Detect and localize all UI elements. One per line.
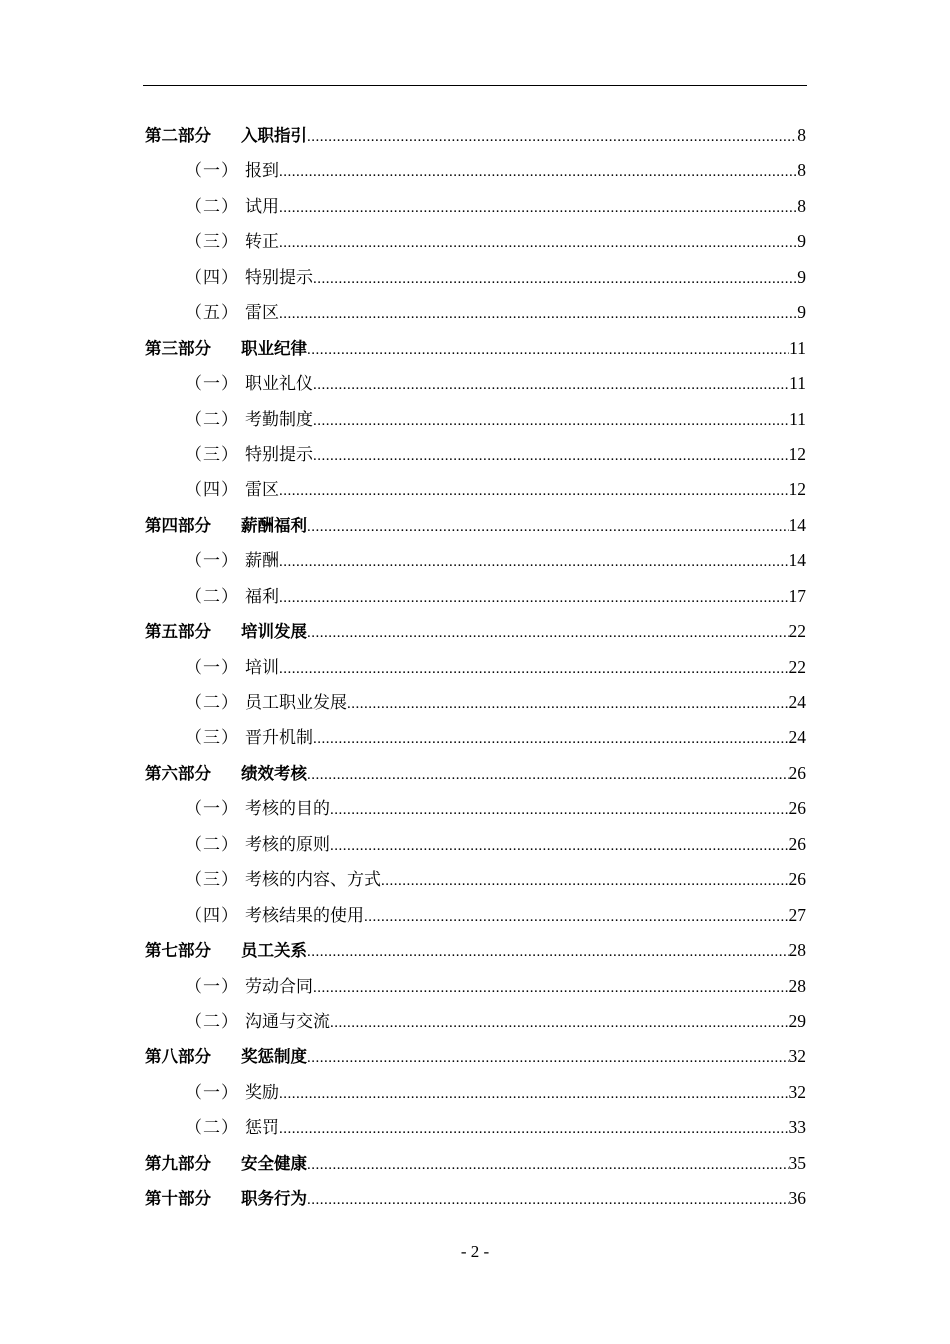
toc-entry-number: （三） [185, 728, 239, 749]
toc-entry-number: 第八部分 [145, 1047, 211, 1067]
toc-section-entry[interactable] [145, 720, 806, 755]
toc-entry-title: 薪酬 [245, 551, 279, 572]
toc-entry-page: 28 [788, 940, 806, 961]
toc-entry-number: 第四部分 [145, 515, 211, 535]
toc-entry-number: （三） [185, 232, 239, 253]
toc-entry-page: 32 [788, 1081, 806, 1102]
toc-entry-title: 职业礼仪 [245, 374, 313, 395]
toc-dot-leader [307, 1041, 789, 1076]
toc-entry-page: 33 [788, 1117, 806, 1138]
toc-dot-leader [279, 1077, 789, 1112]
toc-entry-page: 14 [788, 550, 806, 571]
toc-entry-title: 职业纪律 [241, 338, 307, 358]
toc-entry-page: 11 [789, 337, 806, 358]
toc-entry-page: 17 [788, 585, 806, 606]
toc-section-entry[interactable] [145, 295, 806, 330]
toc-entry-title: 奖惩制度 [241, 1047, 307, 1067]
toc-entry-number: （二） [185, 409, 239, 430]
toc-section-entry[interactable] [145, 650, 806, 685]
toc-entry-page: 26 [788, 833, 806, 854]
toc-entry-number: 第五部分 [145, 622, 211, 642]
toc-entry-number: （一） [185, 374, 239, 395]
toc-section-entry[interactable] [145, 153, 806, 188]
toc-dot-leader [313, 404, 789, 439]
toc-entry-title: 考核的内容、方式 [245, 870, 381, 891]
toc-section-entry[interactable] [145, 827, 806, 862]
table-of-contents [145, 118, 806, 1217]
toc-entry-page: 32 [788, 1046, 806, 1067]
toc-entry-title: 特别提示 [245, 444, 313, 465]
toc-entry-title: 薪酬福利 [241, 515, 307, 535]
toc-section-entry[interactable] [145, 189, 806, 224]
toc-part-entry[interactable] [145, 1039, 806, 1074]
toc-dot-leader [307, 333, 789, 368]
toc-entry-title: 培训发展 [241, 622, 307, 642]
toc-entry-number: 第三部分 [145, 338, 211, 358]
toc-entry-number: （二） [185, 1118, 239, 1139]
toc-dot-leader [307, 758, 789, 793]
toc-section-entry[interactable] [145, 402, 806, 437]
toc-entry-number: （二） [185, 586, 239, 607]
toc-dot-leader [307, 120, 797, 155]
toc-dot-leader [330, 829, 789, 864]
toc-section-entry[interactable] [145, 472, 806, 507]
toc-dot-leader [279, 297, 797, 332]
toc-entry-title: 试用 [245, 196, 279, 217]
toc-entry-number: 第十部分 [145, 1189, 211, 1209]
toc-entry-title: 报到 [245, 161, 279, 182]
toc-entry-page: 9 [797, 302, 806, 323]
toc-section-entry[interactable] [145, 579, 806, 614]
toc-dot-leader [347, 687, 789, 722]
toc-dot-leader [279, 652, 789, 687]
toc-entry-title: 绩效考核 [241, 763, 307, 783]
toc-entry-title: 培训 [245, 657, 279, 678]
toc-entry-title: 考核结果的使用 [245, 905, 364, 926]
toc-entry-title: 雷区 [245, 480, 279, 501]
toc-entry-title: 特别提示 [245, 267, 313, 288]
toc-entry-title: 员工职业发展 [245, 693, 347, 713]
toc-section-entry[interactable] [145, 1110, 806, 1145]
toc-entry-page: 26 [788, 869, 806, 890]
toc-entry-page: 22 [788, 621, 806, 642]
toc-entry-title: 雷区 [245, 303, 279, 324]
toc-dot-leader [381, 864, 789, 899]
toc-entry-page: 8 [797, 125, 806, 145]
toc-entry-page: 9 [797, 266, 806, 287]
toc-section-entry[interactable] [145, 260, 806, 295]
toc-entry-number: 第七部分 [145, 941, 211, 961]
toc-entry-title: 惩罚 [245, 1118, 279, 1139]
toc-dot-leader [307, 1183, 789, 1218]
toc-dot-leader [279, 155, 797, 190]
toc-entry-number: （三） [185, 444, 239, 465]
toc-section-entry[interactable] [145, 969, 806, 1004]
toc-entry-number: 第九部分 [145, 1153, 211, 1173]
toc-entry-page: 12 [788, 479, 806, 500]
toc-entry-page: 24 [788, 727, 806, 748]
toc-entry-number: （一） [185, 976, 239, 997]
toc-part-entry[interactable] [145, 1146, 806, 1181]
toc-entry-number: （二） [185, 196, 239, 217]
toc-dot-leader [330, 793, 789, 828]
toc-section-entry[interactable] [145, 898, 806, 933]
toc-entry-number: （一） [185, 551, 239, 572]
toc-section-entry[interactable] [145, 1075, 806, 1110]
toc-entry-title: 奖励 [245, 1082, 279, 1103]
toc-dot-leader [364, 900, 789, 935]
toc-entry-page: 26 [788, 798, 806, 819]
toc-entry-number: （四） [185, 267, 239, 288]
toc-entry-title: 入职指引 [241, 126, 307, 145]
toc-dot-leader [279, 226, 797, 261]
toc-dot-leader [307, 510, 789, 545]
toc-entry-title: 劳动合同 [245, 976, 313, 997]
toc-dot-leader [279, 191, 797, 226]
toc-entry-page: 14 [788, 514, 806, 535]
toc-section-entry[interactable] [145, 685, 806, 720]
toc-entry-number: （一） [185, 1082, 239, 1103]
toc-entry-page: 8 [797, 195, 806, 216]
toc-entry-page: 11 [789, 373, 806, 394]
toc-entry-number: （一） [185, 799, 239, 820]
toc-part-entry[interactable] [145, 614, 806, 649]
toc-part-entry[interactable] [145, 331, 806, 366]
toc-entry-number: 第二部分 [145, 126, 211, 145]
toc-entry-page: 9 [797, 231, 806, 252]
toc-section-entry[interactable] [145, 1004, 806, 1039]
toc-entry-page: 28 [788, 975, 806, 996]
toc-entry-title: 沟通与交流 [245, 1011, 330, 1032]
toc-entry-number: （四） [185, 480, 239, 501]
toc-entry-page: 26 [788, 762, 806, 783]
toc-entry-number: （二） [185, 834, 239, 855]
toc-entry-number: （一） [185, 657, 239, 678]
toc-part-entry[interactable] [145, 118, 806, 153]
toc-dot-leader [279, 581, 789, 616]
toc-part-entry[interactable] [145, 933, 806, 968]
toc-entry-page: 22 [788, 656, 806, 677]
toc-entry-number: （五） [185, 303, 239, 324]
toc-entry-number: （二） [185, 1011, 239, 1032]
toc-entry-page: 36 [788, 1188, 806, 1209]
toc-entry-title: 考核的原则 [245, 834, 330, 855]
toc-entry-title: 福利 [245, 586, 279, 607]
toc-entry-page: 8 [797, 160, 806, 181]
toc-entry-title: 安全健康 [241, 1153, 307, 1173]
toc-section-entry[interactable] [145, 224, 806, 259]
toc-section-entry[interactable] [145, 366, 806, 401]
toc-dot-leader [279, 1112, 789, 1147]
page-number: - 2 - [460, 1242, 490, 1261]
toc-entry-number: （二） [185, 693, 239, 713]
toc-part-entry[interactable] [145, 756, 806, 791]
toc-dot-leader [279, 545, 789, 580]
toc-dot-leader [313, 971, 789, 1006]
toc-entry-number: （一） [185, 161, 239, 182]
toc-entry-number: 第六部分 [145, 763, 211, 783]
toc-section-entry[interactable] [145, 543, 806, 578]
toc-dot-leader [313, 722, 789, 757]
toc-dot-leader [307, 616, 789, 651]
toc-entry-number: （三） [185, 870, 239, 891]
toc-entry-title: 考核的目的 [245, 799, 330, 820]
toc-dot-leader [330, 1006, 789, 1041]
toc-entry-title: 考勤制度 [245, 409, 313, 430]
toc-dot-leader [307, 1148, 789, 1183]
toc-section-entry[interactable] [145, 791, 806, 826]
toc-entry-page: 35 [788, 1152, 806, 1173]
toc-entry-title: 职务行为 [241, 1189, 307, 1209]
toc-dot-leader [313, 439, 789, 474]
toc-section-entry[interactable] [145, 437, 806, 472]
toc-entry-number: （四） [185, 905, 239, 926]
toc-part-entry[interactable] [145, 1181, 806, 1216]
toc-dot-leader [307, 935, 789, 970]
toc-dot-leader [313, 262, 797, 297]
toc-part-entry[interactable] [145, 508, 806, 543]
toc-section-entry[interactable] [145, 862, 806, 897]
header-rule [143, 85, 807, 86]
toc-entry-page: 12 [788, 443, 806, 464]
toc-dot-leader [279, 474, 789, 509]
toc-entry-page: 29 [788, 1010, 806, 1031]
toc-entry-title: 员工关系 [241, 941, 307, 961]
toc-dot-leader [313, 368, 789, 403]
toc-entry-page: 11 [789, 408, 806, 429]
toc-entry-page: 27 [788, 904, 806, 925]
toc-entry-title: 转正 [245, 232, 279, 253]
toc-entry-page: 24 [788, 692, 806, 712]
toc-entry-title: 晋升机制 [245, 728, 313, 749]
